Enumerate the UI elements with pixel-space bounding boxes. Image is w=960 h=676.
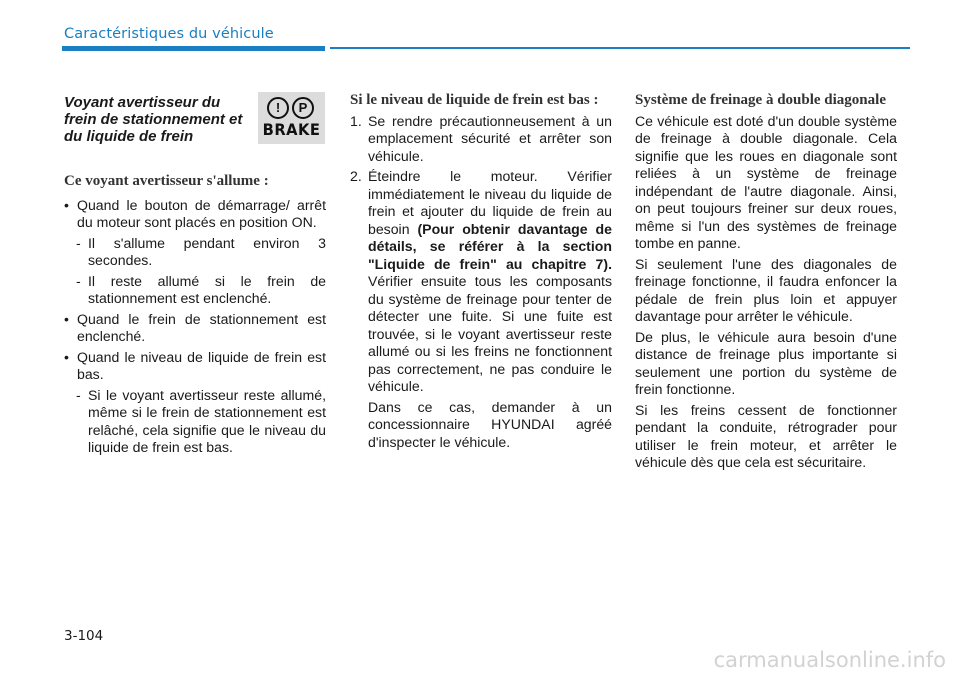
dealer-paragraph: Dans ce cas, demander à un concessionnaire HYUNDAI agréé d'inspecter le véhicule. — [368, 398, 612, 450]
paragraph-1: Ce véhicule est doté d'un double système de freinage à double diagonale. Cela signifie que les roues en diagonale sont reliées à un système de freinage indépendant de l'autre diagonale. Ainsi, on peut toujours freiner sur deux roues, même si l'un des systèmes de freinage tombe en panne. — [635, 112, 897, 251]
bullet-parking-brake: • Quand le frein de stationnement est enclenché. — [64, 311, 326, 346]
subheading-dual-diagonal: Système de freinage à double diagonale — [635, 92, 886, 108]
watermark: carmanualsonline.info — [713, 648, 946, 672]
item-number: 2. — [350, 168, 362, 184]
sub-item-text: Il reste allumé si le frein de stationnement est enclenché. — [88, 272, 326, 306]
paragraph-3: De plus, le véhicule aura besoin d'une distance de freinage plus importante si seulement une portion du système de frein fonctionne. — [635, 328, 897, 397]
item-number: 1. — [350, 112, 362, 129]
sub-item-fluid-low: - Si le voyant avertisseur reste allumé, même si le frein de stationnement est relâché, cela signifie que le niveau du liquide de frein est bas. — [76, 386, 326, 455]
numbered-item-1 — [350, 113, 612, 166]
item-text: Vérifier ensuite tous les composants du système de freinage pour tenter de détecter une fuite. Si une fuite est trouvée, si le voyant avertisseur reste allumé ou si les freins ne fonctionnent pas correctement, ne pas conduire le véhicule. — [368, 273, 612, 394]
header-rule-thin — [330, 47, 910, 49]
chapter-reference: (Pour obtenir davantage de détails, se référer à la section "Liquide de frein" au chapitre 7). — [368, 220, 612, 272]
bullet-fluid-low: • Quand le niveau de liquide de frein est bas. — [64, 349, 326, 384]
sub-item-3-seconds: - Il s'allume pendant environ 3 secondes. — [76, 234, 326, 268]
subheading-turns-on: Ce voyant avertisseur s'allume : — [64, 173, 269, 189]
column-3 — [635, 92, 897, 475]
paragraph-4: Si les freins cessent de fonctionner pendant la conduite, rétrograder pour utiliser le frein moteur, et arrêter le véhicule dès que cela est sécuritaire. — [635, 401, 897, 470]
section-title: Voyant avertisseur du frein de stationnement et du liquide de frein — [64, 94, 243, 145]
sub-item-stays-on: - Il reste allumé si le frein de stationnement est enclenché. — [76, 272, 326, 306]
paragraph-2: Si seulement l'une des diagonales de freinage fonctionne, il faudra enfoncer la pédale de frein plus loin et appuyer davantage pour arrêter le véhicule. — [635, 255, 897, 324]
page-number: 3-104 — [64, 628, 104, 644]
brake-icon-word: BRAKE — [262, 120, 321, 139]
sub-item-text: Il s'allume pendant environ 3 secondes. — [88, 234, 326, 268]
brake-warning-icon — [258, 92, 325, 144]
column-2 — [350, 92, 612, 454]
exclamation-lamp-icon: ! — [267, 97, 289, 119]
column-1 — [64, 92, 326, 460]
item-text: Éteindre le moteur. Vérifier immédiatement le niveau du liquide de frein et ajouter du liquide de frein au besoin — [368, 168, 612, 237]
sub-item-text: Si le voyant avertisseur reste allumé, même si le frein de stationnement est relâché, cela signifie que le niveau du liquide de frein est bas. — [88, 386, 326, 455]
numbered-item-2 — [350, 168, 612, 396]
item-text: Se rendre précautionneusement à un emplacement sécurité et arrêter son véhicule. — [368, 112, 612, 164]
subheading-fluid-low: Si le niveau de liquide de frein est bas : — [350, 92, 599, 108]
header-rule-thick — [62, 46, 325, 51]
parking-lamp-icon: P — [292, 97, 314, 119]
bullet-ignition-on: • Quand le bouton de démarrage/ arrêt du moteur sont placés en position ON. — [64, 197, 326, 232]
header-title: Caractéristiques du véhicule — [64, 26, 274, 42]
